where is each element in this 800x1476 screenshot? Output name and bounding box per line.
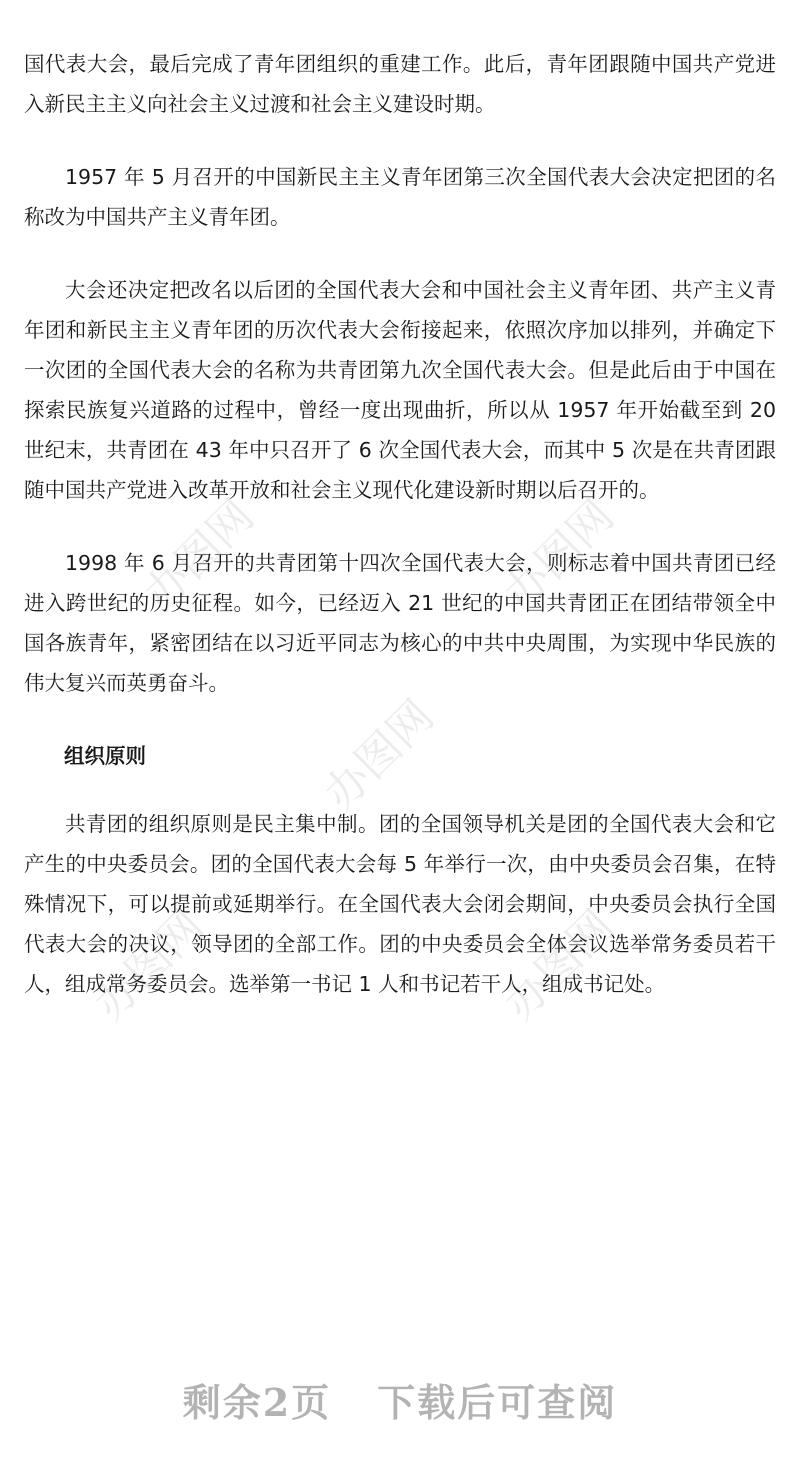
paragraph: 大会还决定把改名以后团的全国代表大会和中国社会主义青年团、共产主义青年团和新民主主义青年团的历次代表大会衔接起来，依照次序加以排列，并确定下一次团的全国代表大会的名称为共青团第九次全国代表大会。但是此后由于中国在探索民族复兴道路的过程中，曾经一度出现曲折，所以从 1957 年开始截至到 20 世纪末，共青团在 43 年中只召开了 6 次全国代表大会，而其中 5 次是在共青团跟随中国共产党进入改革开放和社会主义现代化建设新时期以后召开的。 <box>24 278 776 502</box>
remaining-pages-label: 剩余2页 <box>182 1380 332 1425</box>
watermark: 办图网 <box>314 690 444 820</box>
paragraph: 共青团的组织原则是民主集中制。团的全国领导机关是团的全国代表大会和它产生的中央委员会。团的全国代表大会每 5 年举行一次，由中央委员会召集，在特殊情况下，可以提前或延期举行。在全国代表大会闭会期间，中央委员会执行全国代表大会的决议，领导团的全部工作。团的中央委员会全体会议选举常务委员若干人，组成常务委员会。选举第一书记 1 人和书记若干人，组成书记处。 <box>24 812 776 996</box>
paragraph-continuation: 国代表大会，最后完成了青年团组织的重建工作。此后，青年团跟随中国共产党进入新民主主义向社会主义过渡和社会主义建设时期。 <box>24 52 776 116</box>
watermark: 办图网 <box>494 900 624 1030</box>
document-body <box>24 44 776 1037</box>
section-heading: 组织原则 <box>64 744 146 768</box>
paragraph: 1998 年 6 月召开的共青团第十四次全国代表大会，则标志着中国共青团已经进入跨世纪的历史征程。如今，已经迈入 21 世纪的中国共青团正在团结带领全中国各族青年，紧密团结在以习近平同志为核心的中共中央周围，为实现中华民族的伟大复兴而英勇奋斗。 <box>24 551 776 695</box>
watermark: 办图网 <box>494 490 624 620</box>
paragraph: 1957 年 5 月召开的中国新民主主义青年团第三次全国代表大会决定把团的名称改为中国共产主义青年团。 <box>24 165 776 229</box>
watermark: 办图网 <box>134 490 264 620</box>
download-prompt[interactable] <box>0 1372 800 1427</box>
watermark: 办图网 <box>84 900 214 1030</box>
download-to-view-label: 下载后可查阅 <box>377 1380 618 1425</box>
